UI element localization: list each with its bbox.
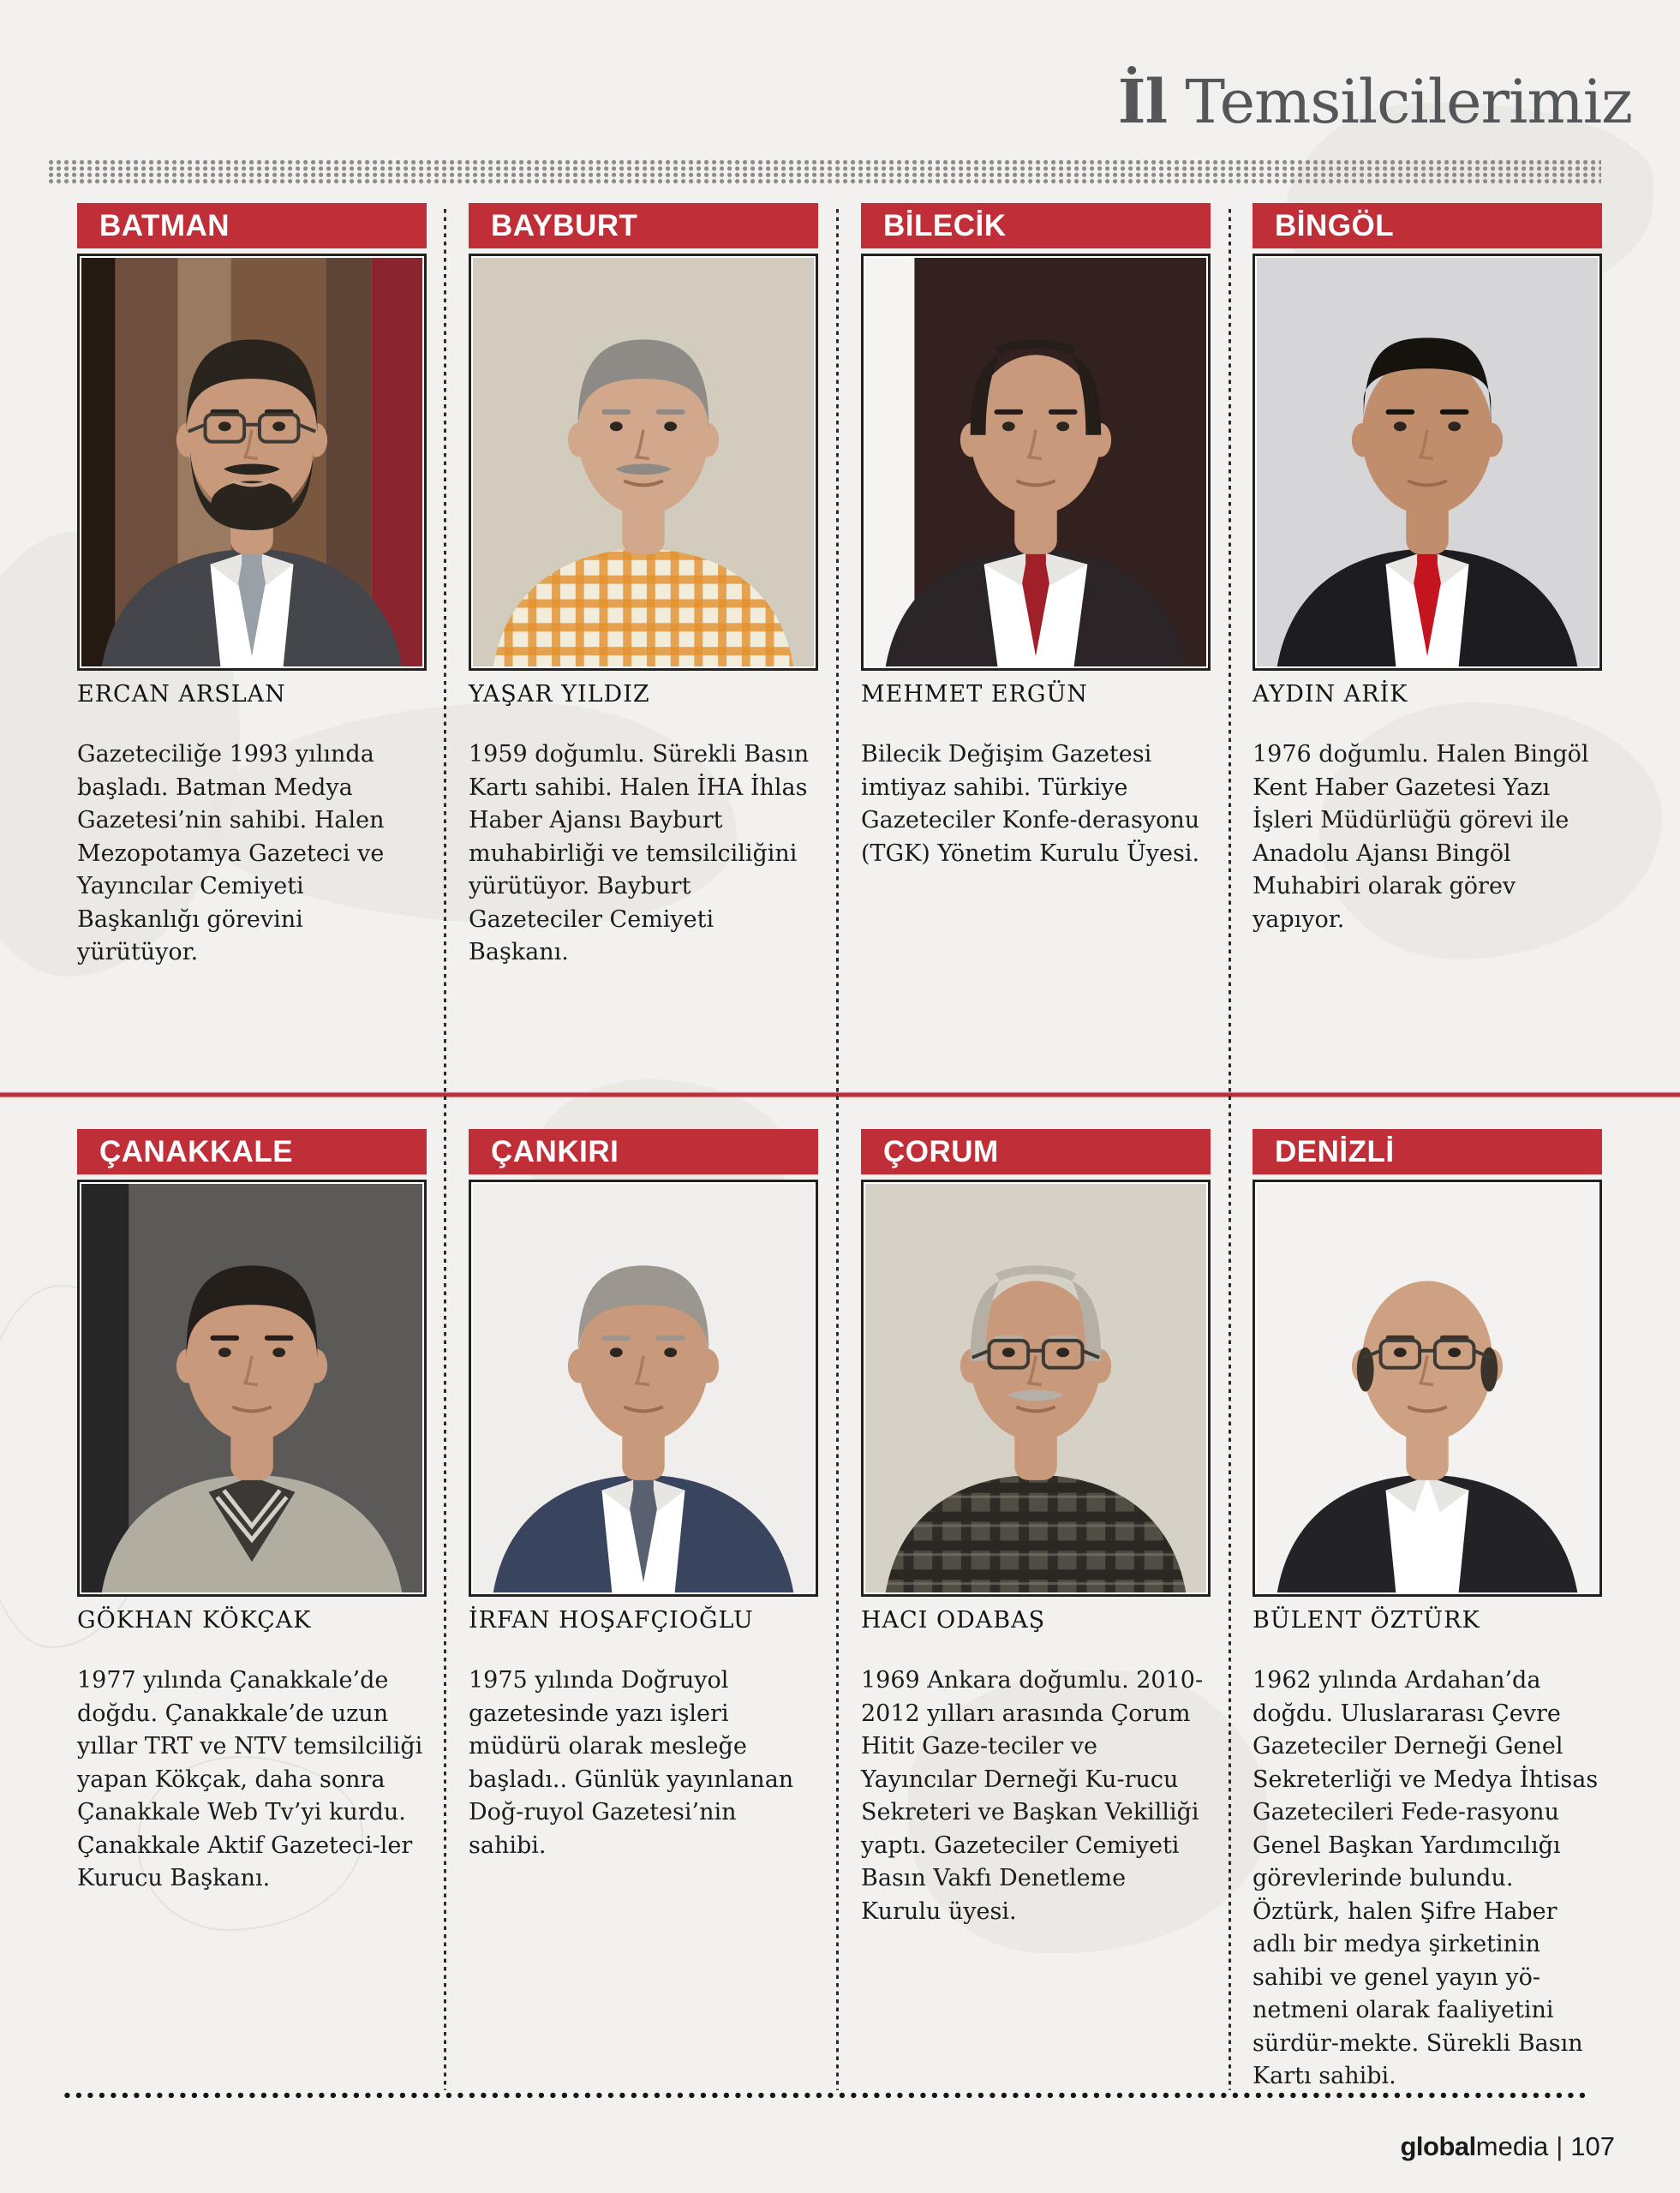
rep-card-bingol	[1253, 203, 1602, 936]
page-title-rest: Temsilcilerimiz	[1167, 67, 1632, 137]
city-label: DENİZLİ	[1275, 1135, 1395, 1168]
footer-dotted-line	[64, 2092, 1587, 2100]
portrait-photo	[77, 1180, 427, 1597]
column-divider	[1229, 209, 1231, 2090]
city-header	[1253, 1129, 1602, 1174]
rep-name: AYDIN ARİK	[1253, 681, 1408, 708]
portrait-photo	[1253, 254, 1602, 671]
rep-bio: 1976 doğumlu. Halen Bingöl Kent Haber Gazetesi Yazı İşleri Müdürlüğü görevi ile Anadolu Ajansı Bingöl Muhabiri olarak görev yapıyor.	[1253, 741, 1589, 933]
portrait-photo	[469, 1180, 818, 1597]
section-divider-rule	[0, 1091, 1680, 1098]
rep-card-cankiri	[469, 1129, 818, 1862]
rep-card-denizli	[1253, 1129, 1602, 2094]
city-label: BİNGÖL	[1275, 209, 1395, 242]
dotted-band-divider	[49, 159, 1601, 184]
city-label: BATMAN	[99, 209, 230, 242]
rep-bio: 1959 doğumlu. Sürekli Basın Kartı sahibi. Halen İHA İhlas Haber Ajansı Bayburt muhabirliği ve temsilciliğini yürütüyor. Bayburt Gazeteciler Cemiyeti Başkanı.	[469, 741, 810, 965]
footer-separator: |	[1556, 2131, 1563, 2161]
rep-name: MEHMET ERGÜN	[861, 681, 1088, 708]
city-header	[1253, 203, 1602, 248]
city-header	[861, 203, 1211, 248]
rep-bio: 1977 yılında Çanakkale’de doğdu. Çanakkale’de uzun yıllar TRT ve NTV temsilciliği yapan Kökçak, daha sonra Çanakkale Web Tv’yi kurdu. Çanakkale Aktif Gazeteci-ler Kurucu Başkanı.	[77, 1667, 423, 1891]
rep-bio: 1969 Ankara doğumlu. 2010-2012 yılları arasında Çorum Hitit Gaze-teciler ve Yayıncılar Derneği Ku-rucu Sekreteri ve Başkan Vekilliği yaptı. Gazeteciler Cemiyeti Basın Vakfı Denetleme Kurulu üyesi.	[861, 1667, 1204, 1925]
city-header	[77, 1129, 427, 1174]
city-label: ÇORUM	[883, 1135, 999, 1168]
rep-card-bayburt	[469, 203, 818, 970]
portrait-photo	[77, 254, 427, 671]
rep-card-corum	[861, 1129, 1211, 1928]
footer-brand-light: media	[1475, 2131, 1549, 2161]
city-header	[861, 1129, 1211, 1174]
city-label: ÇANKIRI	[491, 1135, 619, 1168]
page-title-bold: İl	[1117, 66, 1168, 137]
city-label: BAYBURT	[491, 209, 638, 242]
city-label: ÇANAKKALE	[99, 1135, 294, 1168]
rep-card-batman	[77, 203, 427, 970]
rep-card-bilecik	[861, 203, 1211, 870]
rep-bio: 1975 yılında Doğruyol gazetesinde yazı işleri müdürü olarak mesleğe başladı.. Günlük yayınlanan Doğ-ruyol Gazetesi’nin sahibi.	[469, 1667, 794, 1859]
portrait-photo	[469, 254, 818, 671]
page-footer	[1400, 2131, 1615, 2162]
city-header	[77, 203, 427, 248]
rep-name: ERCAN ARSLAN	[77, 681, 286, 708]
footer-brand-bold: global	[1400, 2131, 1476, 2161]
rep-bio: Gazeteciliğe 1993 yılında başladı. Batman Medya Gazetesi’nin sahibi. Halen Mezopotamya Gazeteci ve Yayıncılar Cemiyeti Başkanlığı görevini yürütüyor.	[77, 741, 385, 965]
rep-name: HACI ODABAŞ	[861, 1607, 1046, 1634]
page-title	[1117, 66, 1632, 137]
footer-page-number: 107	[1570, 2131, 1615, 2161]
rep-card-canakkale	[77, 1129, 427, 1896]
rep-name: YAŞAR YILDIZ	[469, 681, 650, 708]
city-label: BİLECİK	[883, 209, 1007, 242]
rep-name: İRFAN HOŞAFÇIOĞLU	[469, 1607, 754, 1634]
portrait-photo	[1253, 1180, 1602, 1597]
column-divider	[836, 209, 839, 2090]
rep-bio: Bilecik Değişim Gazetesi imtiyaz sahibi. Türkiye Gazeteciler Konfe-derasyonu (TGK) Yönetim Kurulu Üyesi.	[861, 741, 1200, 867]
portrait-photo	[861, 254, 1211, 671]
column-divider	[444, 209, 446, 2090]
rep-name: GÖKHAN KÖKÇAK	[77, 1607, 312, 1634]
city-header	[469, 1129, 818, 1174]
portrait-photo	[861, 1180, 1211, 1597]
rep-name: BÜLENT ÖZTÜRK	[1253, 1607, 1480, 1634]
city-header	[469, 203, 818, 248]
rep-bio: 1962 yılında Ardahan’da doğdu. Uluslararası Çevre Gazeteciler Derneği Genel Sekreterliği ve Medya İhtisas Gazetecileri Fede-rasyonu Genel Başkan Yardımcılığı görevlerinde bulundu. Öztürk, halen Şifre Haber adlı bir medya şirketinin sahibi ve genel yayın yö-netmeni olarak faaliyetini sürdür-mekte. Sürekli Basın Kartı sahibi.	[1253, 1667, 1599, 2089]
